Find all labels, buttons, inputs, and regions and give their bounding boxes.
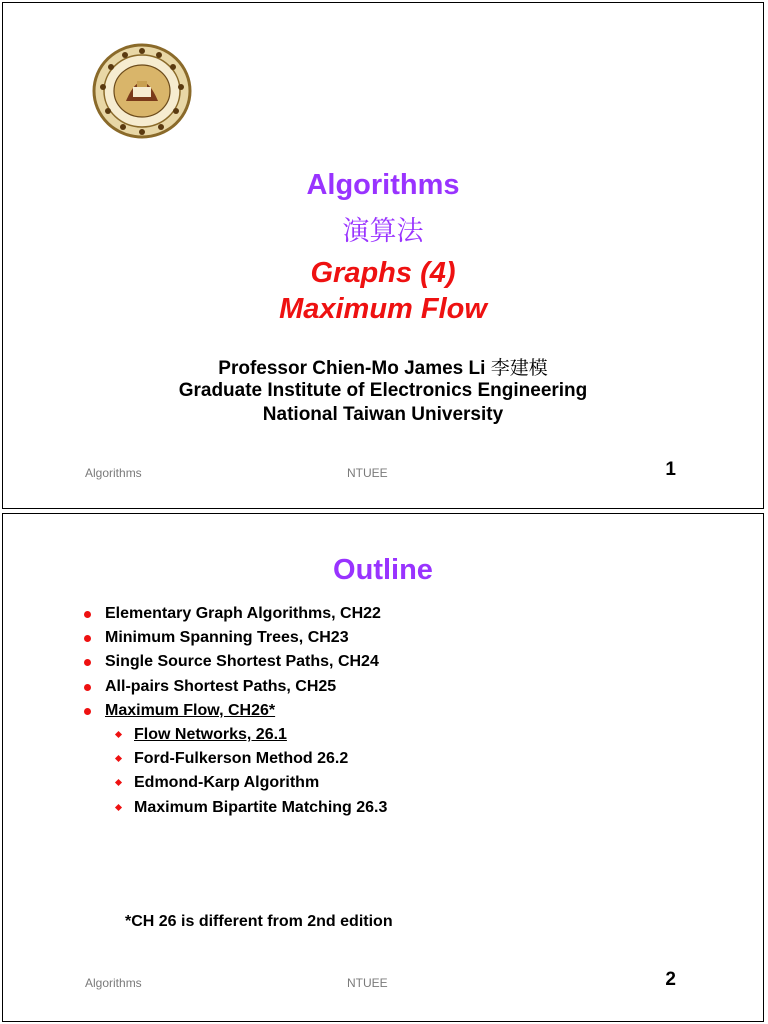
outline-title: Outline — [333, 554, 433, 586]
bullet-diamond-icon — [115, 779, 122, 786]
outline-subitem-label: Ford-Fulkerson Method 26.2 — [134, 750, 349, 768]
outline-subitem-label: Flow Networks, 26.1 — [134, 726, 287, 744]
bullet-dot-icon — [84, 684, 91, 691]
footer-course: Algorithms — [85, 976, 142, 990]
author-name: Professor Chien-Mo James Li — [218, 358, 486, 379]
outline-item — [83, 675, 387, 699]
outline-item-current — [83, 699, 387, 820]
slide-2 — [2, 513, 764, 1022]
footer-course: Algorithms — [85, 466, 142, 480]
affiliation-line-1: Graduate Institute of Electronics Engineering — [178, 380, 588, 401]
outline-item-label: All-pairs Shortest Paths, CH25 — [105, 677, 337, 695]
outline-subitem — [105, 771, 387, 795]
outline-subitem-current — [105, 723, 387, 747]
outline-item — [83, 650, 387, 674]
author-name-cjk: 李建模 — [490, 357, 548, 379]
outline-item — [83, 626, 387, 650]
university-seal-icon — [91, 43, 193, 139]
topic-line-1: Graphs (4) — [310, 257, 456, 289]
slide-1 — [2, 2, 764, 509]
outline-sublist — [105, 723, 387, 820]
bullet-dot-icon — [84, 659, 91, 666]
page-number: 2 — [665, 969, 676, 990]
edition-note: *CH 26 is different from 2nd edition — [125, 913, 393, 930]
outline-item-label: Minimum Spanning Trees, CH23 — [105, 629, 349, 647]
outline-subitem — [105, 796, 387, 820]
bullet-diamond-icon — [115, 804, 122, 811]
outline-subitem-label: Maximum Bipartite Matching 26.3 — [134, 798, 388, 816]
outline-item-label: Single Source Shortest Paths, CH24 — [105, 653, 379, 671]
outline-item — [83, 602, 387, 626]
slide-title-cjk: 演算法 — [342, 216, 424, 247]
slide-title: Algorithms — [306, 169, 460, 201]
footer-dept: NTUEE — [347, 466, 388, 480]
outline-list — [83, 602, 387, 820]
outline-subitem — [105, 747, 387, 771]
author-line — [3, 353, 763, 380]
topic-line-2: Maximum Flow — [279, 293, 487, 325]
bullet-diamond-icon — [115, 731, 122, 738]
bullet-dot-icon — [84, 611, 91, 618]
bullet-dot-icon — [84, 708, 91, 715]
bullet-diamond-icon — [115, 755, 122, 762]
page-number: 1 — [665, 459, 676, 480]
affiliation-line-2: National Taiwan University — [262, 404, 504, 425]
footer-dept: NTUEE — [347, 976, 388, 990]
outline-subitem-label: Edmond-Karp Algorithm — [134, 774, 320, 792]
outline-item-label: Maximum Flow, CH26* — [105, 701, 276, 719]
outline-item-label: Elementary Graph Algorithms, CH22 — [105, 605, 381, 622]
bullet-dot-icon — [84, 635, 91, 642]
